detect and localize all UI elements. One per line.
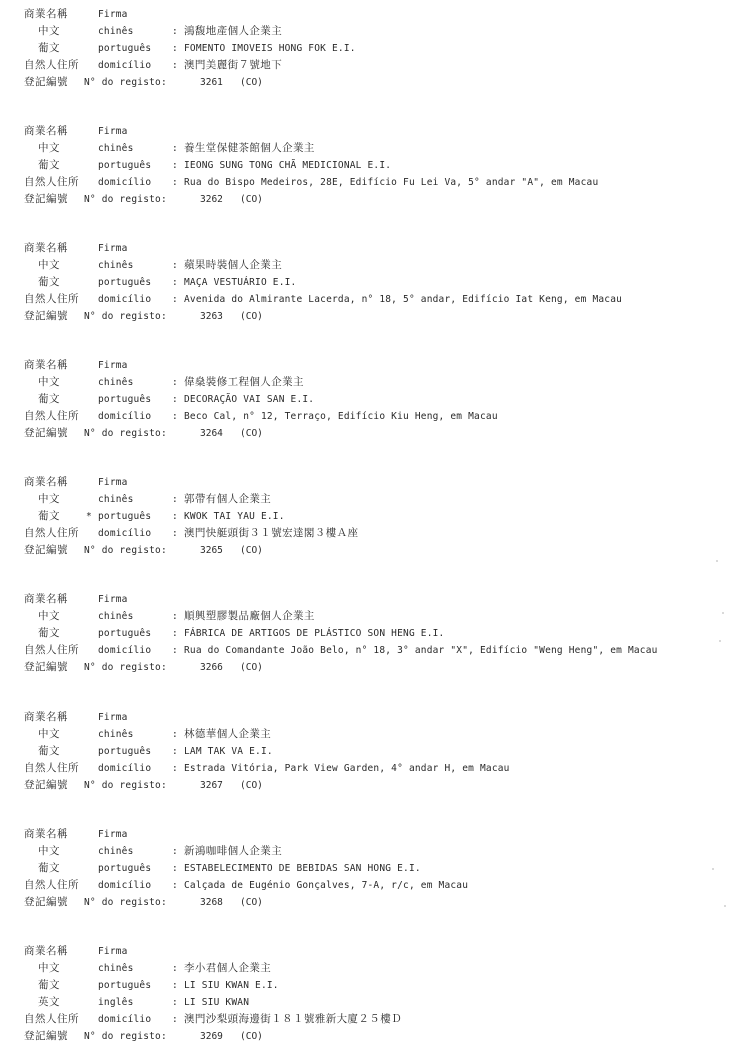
chinese-name: 蘋果時裝個人企業主 bbox=[184, 259, 283, 271]
chines-label-pt: chinês bbox=[98, 260, 134, 271]
portugues-label-pt: português bbox=[98, 394, 152, 405]
registo-number: 3265 bbox=[200, 545, 223, 556]
chines-label-pt: chinês bbox=[98, 143, 134, 154]
colon: : bbox=[172, 729, 178, 740]
firma-label-zh: 商業名稱 bbox=[24, 711, 68, 723]
chines-label-zh: 中文 bbox=[38, 493, 60, 505]
registo-label-pt: N° do registo: bbox=[84, 897, 167, 908]
registo-label-pt: N° do registo: bbox=[84, 662, 167, 673]
firma-label-zh: 商業名稱 bbox=[24, 359, 68, 371]
registo-label-zh: 登記編號 bbox=[24, 76, 68, 88]
chines-label-zh: 中文 bbox=[38, 25, 60, 37]
registry-entry bbox=[24, 357, 736, 442]
domicilio-label-pt: domicílio bbox=[98, 1014, 152, 1025]
portugues-label-pt: português bbox=[98, 863, 152, 874]
colon: : bbox=[172, 177, 178, 188]
portuguese-name-row bbox=[24, 625, 736, 642]
domicilio-row bbox=[24, 642, 736, 659]
firma-label-zh: 商業名稱 bbox=[24, 828, 68, 840]
domicilio-value: Rua do Bispo Medeiros, 28E, Edifício Fu Lei Va, 5° andar "A", em Macau bbox=[184, 177, 599, 188]
registo-label-zh: 登記編號 bbox=[24, 544, 68, 556]
registo-number: 3263 bbox=[200, 311, 223, 322]
chinese-name-row bbox=[24, 374, 736, 391]
chinese-name: 李小君個人企業主 bbox=[184, 962, 272, 974]
registry-entry bbox=[24, 709, 736, 794]
portugues-label-pt: português bbox=[98, 746, 152, 757]
chines-label-pt: chinês bbox=[98, 494, 134, 505]
registo-row bbox=[24, 894, 736, 911]
colon: : bbox=[172, 43, 178, 54]
chines-label-zh: 中文 bbox=[38, 845, 60, 857]
domicilio-label-zh: 自然人住所 bbox=[24, 879, 79, 891]
firma-label-pt: Firma bbox=[98, 477, 128, 488]
portugues-label-pt: português bbox=[98, 160, 152, 171]
english-name: LI SIU KWAN bbox=[184, 997, 250, 1008]
scan-speck bbox=[712, 868, 714, 870]
registo-label-zh: 登記編號 bbox=[24, 779, 68, 791]
registo-suffix: (CO) bbox=[240, 311, 263, 322]
colon: : bbox=[172, 511, 178, 522]
colon: : bbox=[172, 160, 178, 171]
scan-speck bbox=[719, 640, 721, 642]
colon: : bbox=[172, 880, 178, 891]
domicilio-label-pt: domicílio bbox=[98, 294, 152, 305]
registo-row bbox=[24, 542, 736, 559]
chines-label-pt: chinês bbox=[98, 611, 134, 622]
chines-label-zh: 中文 bbox=[38, 728, 60, 740]
registo-label-zh: 登記編號 bbox=[24, 896, 68, 908]
portugues-label-pt: português bbox=[98, 43, 152, 54]
domicilio-label-pt: domicílio bbox=[98, 645, 152, 656]
portugues-label-zh: 葡文 bbox=[38, 979, 60, 991]
firma-row bbox=[24, 474, 736, 491]
firma-label-pt: Firma bbox=[98, 829, 128, 840]
firma-row bbox=[24, 357, 736, 374]
colon: : bbox=[172, 377, 178, 388]
colon: : bbox=[172, 1014, 178, 1025]
domicilio-label-pt: domicílio bbox=[98, 528, 152, 539]
domicilio-value: Avenida do Almirante Lacerda, n° 18, 5° andar, Edifício Iat Keng, em Macau bbox=[184, 294, 623, 305]
portuguese-name-row bbox=[24, 274, 736, 291]
domicilio-row bbox=[24, 877, 736, 894]
registo-suffix: (CO) bbox=[240, 1031, 263, 1042]
colon: : bbox=[172, 846, 178, 857]
chines-label-zh: 中文 bbox=[38, 259, 60, 271]
chines-label-zh: 中文 bbox=[38, 376, 60, 388]
firma-row bbox=[24, 709, 736, 726]
registo-label-zh: 登記編號 bbox=[24, 1030, 68, 1042]
registry-entry bbox=[24, 826, 736, 911]
portuguese-name: LI SIU KWAN E.I. bbox=[184, 980, 279, 991]
firma-label-pt: Firma bbox=[98, 243, 128, 254]
portuguese-name-row bbox=[24, 977, 736, 994]
domicilio-row bbox=[24, 174, 736, 191]
firma-label-zh: 商業名稱 bbox=[24, 242, 68, 254]
chines-label-pt: chinês bbox=[98, 846, 134, 857]
portugues-label-zh: 葡文 bbox=[38, 510, 60, 522]
colon: : bbox=[172, 863, 178, 874]
domicilio-row bbox=[24, 525, 736, 542]
domicilio-label-zh: 自然人住所 bbox=[24, 527, 79, 539]
chinese-name: 新鴻咖啡個人企業主 bbox=[184, 845, 283, 857]
domicilio-label-pt: domicílio bbox=[98, 411, 152, 422]
registo-label-pt: N° do registo: bbox=[84, 780, 167, 791]
firma-label-zh: 商業名稱 bbox=[24, 593, 68, 605]
registry-entry bbox=[24, 240, 736, 325]
registo-label-zh: 登記編號 bbox=[24, 310, 68, 322]
registo-number: 3267 bbox=[200, 780, 223, 791]
chines-label-pt: chinês bbox=[98, 26, 134, 37]
registo-number: 3264 bbox=[200, 428, 223, 439]
portuguese-name: FOMENTO IMOVEIS HONG FOK E.I. bbox=[184, 43, 356, 54]
chinese-name: 鴻馥地產個人企業主 bbox=[184, 25, 283, 37]
registo-row bbox=[24, 308, 736, 325]
firma-label-zh: 商業名稱 bbox=[24, 125, 68, 137]
portugues-label-zh: 葡文 bbox=[38, 862, 60, 874]
registo-number: 3262 bbox=[200, 194, 223, 205]
registo-suffix: (CO) bbox=[240, 780, 263, 791]
portugues-label-pt: português bbox=[98, 277, 152, 288]
chinese-name: 養生堂保健茶館個人企業主 bbox=[184, 142, 315, 154]
registo-suffix: (CO) bbox=[240, 194, 263, 205]
registo-suffix: (CO) bbox=[240, 545, 263, 556]
firma-label-zh: 商業名稱 bbox=[24, 8, 68, 20]
scan-speck bbox=[722, 612, 724, 614]
colon: : bbox=[172, 980, 178, 991]
portugues-label-pt: português bbox=[98, 980, 152, 991]
english-name-row bbox=[24, 994, 736, 1011]
domicilio-value: Calçada de Eugénio Gonçalves, 7-A, r/c, em Macau bbox=[184, 880, 469, 891]
registry-entry bbox=[24, 123, 736, 208]
domicilio-value: Beco Cal, n° 12, Terraço, Edifício Kiu Heng, em Macau bbox=[184, 411, 498, 422]
asterisk-mark: * bbox=[86, 511, 92, 522]
portugues-label-pt: português bbox=[98, 628, 152, 639]
scan-speck bbox=[724, 905, 726, 907]
domicilio-row bbox=[24, 408, 736, 425]
domicilio-label-zh: 自然人住所 bbox=[24, 59, 79, 71]
domicilio-label-zh: 自然人住所 bbox=[24, 644, 79, 656]
registo-label-zh: 登記編號 bbox=[24, 193, 68, 205]
firma-label-zh: 商業名稱 bbox=[24, 945, 68, 957]
portuguese-name: KWOK TAI YAU E.I. bbox=[184, 511, 285, 522]
registo-label-pt: N° do registo: bbox=[84, 1031, 167, 1042]
colon: : bbox=[172, 394, 178, 405]
firma-label-pt: Firma bbox=[98, 9, 128, 20]
colon: : bbox=[172, 277, 178, 288]
chines-label-pt: chinês bbox=[98, 963, 134, 974]
domicilio-row bbox=[24, 57, 736, 74]
chines-label-zh: 中文 bbox=[38, 962, 60, 974]
domicilio-row bbox=[24, 760, 736, 777]
domicilio-label-pt: domicílio bbox=[98, 177, 152, 188]
firma-row bbox=[24, 123, 736, 140]
registry-entry bbox=[24, 6, 736, 91]
registo-suffix: (CO) bbox=[240, 662, 263, 673]
registo-row bbox=[24, 425, 736, 442]
portuguese-name-row bbox=[24, 860, 736, 877]
registry-entry bbox=[24, 591, 736, 676]
registo-number: 3266 bbox=[200, 662, 223, 673]
portugues-label-zh: 葡文 bbox=[38, 159, 60, 171]
registo-label-zh: 登記編號 bbox=[24, 661, 68, 673]
colon: : bbox=[172, 143, 178, 154]
colon: : bbox=[172, 411, 178, 422]
firma-label-pt: Firma bbox=[98, 946, 128, 957]
registry-entry bbox=[24, 943, 736, 1045]
ingles-label-pt: inglês bbox=[98, 997, 134, 1008]
domicilio-label-pt: domicílio bbox=[98, 763, 152, 774]
portuguese-name-row bbox=[24, 743, 736, 760]
firma-label-pt: Firma bbox=[98, 594, 128, 605]
colon: : bbox=[172, 645, 178, 656]
colon: : bbox=[172, 60, 178, 71]
registo-label-pt: N° do registo: bbox=[84, 311, 167, 322]
registo-row bbox=[24, 659, 736, 676]
chinese-name: 郭帶有個人企業主 bbox=[184, 493, 272, 505]
chinese-name-row bbox=[24, 491, 736, 508]
registo-label-pt: N° do registo: bbox=[84, 428, 167, 439]
registo-label-pt: N° do registo: bbox=[84, 194, 167, 205]
firma-row bbox=[24, 943, 736, 960]
firma-label-pt: Firma bbox=[98, 126, 128, 137]
portuguese-name-row bbox=[24, 508, 736, 525]
colon: : bbox=[172, 763, 178, 774]
chinese-name-row bbox=[24, 23, 736, 40]
registo-suffix: (CO) bbox=[240, 897, 263, 908]
colon: : bbox=[172, 997, 178, 1008]
domicilio-label-zh: 自然人住所 bbox=[24, 1013, 79, 1025]
domicilio-row bbox=[24, 1011, 736, 1028]
colon: : bbox=[172, 746, 178, 757]
chinese-name-row bbox=[24, 960, 736, 977]
domicilio-value: 澳門沙梨頭海邊街１８１號雅新大廈２５樓Ｄ bbox=[184, 1013, 402, 1025]
portugues-label-zh: 葡文 bbox=[38, 276, 60, 288]
registo-number: 3268 bbox=[200, 897, 223, 908]
domicilio-value: 澳門快艇頭街３１號宏達閣３樓Ａ座 bbox=[184, 527, 359, 539]
colon: : bbox=[172, 260, 178, 271]
chinese-name-row bbox=[24, 140, 736, 157]
firma-row bbox=[24, 240, 736, 257]
portuguese-name: FÁBRICA DE ARTIGOS DE PLÁSTICO SON HENG E.I. bbox=[184, 628, 445, 639]
colon: : bbox=[172, 963, 178, 974]
portuguese-name: MAÇA VESTUÁRIO E.I. bbox=[184, 277, 297, 288]
scan-speck bbox=[716, 560, 718, 562]
registo-row bbox=[24, 1028, 736, 1045]
registo-suffix: (CO) bbox=[240, 77, 263, 88]
portuguese-name: LAM TAK VA E.I. bbox=[184, 746, 273, 757]
domicilio-label-zh: 自然人住所 bbox=[24, 762, 79, 774]
firma-row bbox=[24, 826, 736, 843]
ingles-label-zh: 英文 bbox=[38, 996, 60, 1008]
chines-label-zh: 中文 bbox=[38, 610, 60, 622]
chinese-name: 順興塑膠製品廠個人企業主 bbox=[184, 610, 315, 622]
chinese-name: 林德華個人企業主 bbox=[184, 728, 272, 740]
domicilio-value: Estrada Vitória, Park View Garden, 4° andar H, em Macau bbox=[184, 763, 510, 774]
firma-row bbox=[24, 6, 736, 23]
portuguese-name-row bbox=[24, 157, 736, 174]
registo-row bbox=[24, 74, 736, 91]
colon: : bbox=[172, 494, 178, 505]
portugues-label-zh: 葡文 bbox=[38, 745, 60, 757]
domicilio-row bbox=[24, 291, 736, 308]
registo-number: 3269 bbox=[200, 1031, 223, 1042]
colon: : bbox=[172, 611, 178, 622]
chines-label-pt: chinês bbox=[98, 729, 134, 740]
registo-label-pt: N° do registo: bbox=[84, 77, 167, 88]
domicilio-label-pt: domicílio bbox=[98, 60, 152, 71]
portugues-label-zh: 葡文 bbox=[38, 393, 60, 405]
domicilio-label-zh: 自然人住所 bbox=[24, 293, 79, 305]
registo-label-pt: N° do registo: bbox=[84, 545, 167, 556]
colon: : bbox=[172, 26, 178, 37]
chines-label-zh: 中文 bbox=[38, 142, 60, 154]
firma-label-pt: Firma bbox=[98, 360, 128, 371]
domicilio-label-zh: 自然人住所 bbox=[24, 176, 79, 188]
domicilio-value: Rua do Comandante João Belo, n° 18, 3° andar "X", Edifício "Weng Heng", em Macau bbox=[184, 645, 658, 656]
firma-label-pt: Firma bbox=[98, 712, 128, 723]
firma-row bbox=[24, 591, 736, 608]
portuguese-name: IEONG SUNG TONG CHÃ MEDICIONAL E.I. bbox=[184, 160, 392, 171]
colon: : bbox=[172, 628, 178, 639]
chines-label-pt: chinês bbox=[98, 377, 134, 388]
portugues-label-zh: 葡文 bbox=[38, 42, 60, 54]
firma-label-zh: 商業名稱 bbox=[24, 476, 68, 488]
registry-entry bbox=[24, 474, 736, 559]
portuguese-name: ESTABELECIMENTO DE BEBIDAS SAN HONG E.I. bbox=[184, 863, 421, 874]
portugues-label-pt: português bbox=[98, 511, 152, 522]
chinese-name-row bbox=[24, 726, 736, 743]
chinese-name: 偉燊裝修工程個人企業主 bbox=[184, 376, 304, 388]
portugues-label-zh: 葡文 bbox=[38, 627, 60, 639]
domicilio-value: 澳門美麗街７號地下 bbox=[184, 59, 283, 71]
domicilio-label-zh: 自然人住所 bbox=[24, 410, 79, 422]
chinese-name-row bbox=[24, 843, 736, 860]
portuguese-name-row bbox=[24, 391, 736, 408]
registo-row bbox=[24, 191, 736, 208]
colon: : bbox=[172, 528, 178, 539]
registo-number: 3261 bbox=[200, 77, 223, 88]
chinese-name-row bbox=[24, 608, 736, 625]
portuguese-name-row bbox=[24, 40, 736, 57]
domicilio-label-pt: domicílio bbox=[98, 880, 152, 891]
registo-suffix: (CO) bbox=[240, 428, 263, 439]
chinese-name-row bbox=[24, 257, 736, 274]
colon: : bbox=[172, 294, 178, 305]
registo-label-zh: 登記編號 bbox=[24, 427, 68, 439]
registo-row bbox=[24, 777, 736, 794]
portuguese-name: DECORAÇÃO VAI SAN E.I. bbox=[184, 394, 315, 405]
